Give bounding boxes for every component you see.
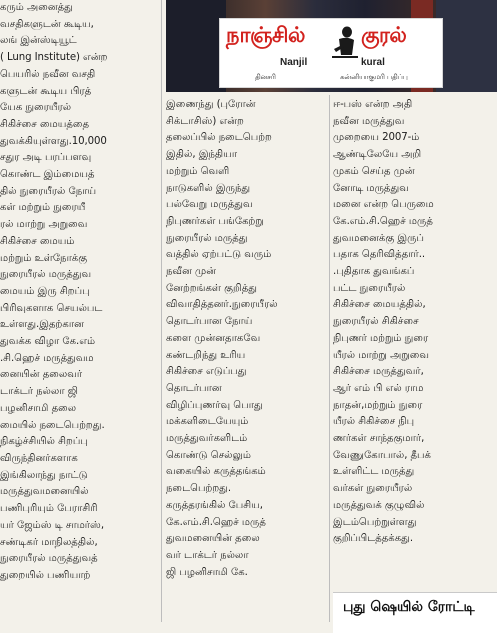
text-line: சிக்டாசிஸ்) என்ற (166, 115, 244, 127)
text-line: மனை என்ற பெருமை (333, 199, 434, 211)
text-line: சிகிச்சை மையத்தை (0, 118, 90, 130)
text-line: நிபுணர்கள் பங்கேற்று (166, 215, 264, 227)
logo-title-left: நாஞ்சில் (226, 23, 305, 47)
text-line: கருத்தரங்கில் பேசிய, (166, 499, 263, 511)
text-line: வர்கள் நுரையீரல் (333, 483, 413, 495)
text-line: வத்தில் ஏற்பட்டு வரும் (166, 249, 272, 261)
text-line: முகம் செய்த முன் (333, 165, 415, 177)
text-line: விருந்தினர்களாக (0, 452, 78, 464)
text-line: னோடி மருத்துவ (333, 182, 409, 194)
text-line: தில் நுரையீரல் நோய் (0, 185, 97, 197)
text-line: நுரையீரல் சிகிச்சை (333, 316, 419, 328)
text-line: நுரையீரல் மருத்துவத் (0, 553, 98, 565)
text-line: மையில் நடைபெற்றது. (0, 419, 105, 431)
logo-title-right: குரல் (361, 23, 407, 47)
text-line: சிகிச்சை மையம் (0, 235, 75, 247)
text-line: பிரிவுகளாக செயல்பட (0, 302, 103, 314)
column-divider (329, 95, 330, 622)
next-article-teaser (333, 592, 497, 633)
text-line: மையம் இரு சிறப்பு (0, 285, 90, 297)
text-line: கள் மற்றும் நுரையீ (0, 202, 86, 214)
text-line: டாக்டர் நல்லா ஜி (0, 386, 78, 398)
text-line: நுரையீரல் மருத்துவ (0, 269, 92, 281)
text-line: துவக்க விழா கே.எம் (0, 336, 96, 348)
text-line: தொடர்பான (166, 382, 222, 394)
text-line: ஆண்டிலேயே அறி (333, 149, 422, 161)
text-line: இடம்பெற்றுள்ளது (333, 516, 417, 528)
text-line: ஜி பழனிசாமி கே. (166, 566, 248, 578)
text-line: நிகழ்ச்சியில் சிறப்பு (0, 436, 88, 448)
text-line: துவமனைக்கு இருப் (333, 232, 424, 244)
text-line: மக்களிடையேயும் (166, 416, 249, 428)
logo-tagline-right: கன்னியாகுமரி பதிப்பு (340, 73, 408, 81)
text-line: ரல் மாற்று அறுவை (0, 219, 88, 231)
text-line: நவீன முன் (166, 266, 216, 278)
text-line: மற்றும் வெளி (166, 165, 230, 177)
text-line: நடைபெற்றது. (166, 483, 232, 495)
text-line: பதாக தெரிவித்தார்.. (333, 249, 425, 261)
text-line: இங்கிலாந்து நாட்டு (0, 469, 88, 481)
text-line: இணைந்து (புரோன் (166, 99, 256, 110)
text-line: ( Lung Institute) என்ற (0, 52, 108, 64)
text-line: நாடுகளில் இருந்து (166, 182, 251, 194)
text-line: பல்வேறு மருத்துவ (166, 199, 253, 211)
text-line: .புதிதாக துவங்கப் (333, 266, 415, 278)
text-line: கொண்டு செல்லும் (166, 449, 251, 461)
text-line: மருத்துவக் குழுவில் (333, 499, 425, 511)
column-divider (161, 0, 162, 622)
text-line: லங் இன்ஸ்டியூட் (0, 35, 77, 47)
text-line: வகையில் கருத்தங்கம் (166, 466, 266, 478)
text-line: கே.எம்.சி.ஹெச் மருத் (166, 516, 266, 528)
writer-figure-icon (330, 25, 360, 61)
text-line: ஆர் எம் பி எல் ராம (333, 382, 424, 394)
text-line: யேக நுரையீரல் (0, 102, 72, 114)
text-line: தலைப்பில் நடைபெற்ற (166, 132, 272, 144)
text-line: உள்ளது.இதற்கான (0, 319, 84, 331)
text-line: விழிப்புணர்வு பொது (166, 399, 263, 411)
text-line: துவமனையின் தலை (166, 533, 260, 545)
text-line: களுடன் கூடிய பிரத் (0, 85, 92, 97)
text-line: னையின் தலைவர் (0, 369, 83, 381)
text-line: சிகிச்சை மருத்துவர், (333, 366, 424, 378)
logo-tagline-left: தினசரி (255, 73, 276, 81)
text-line: நிபுணர் மற்றும் நுரை (333, 332, 429, 344)
text-line: யர் ஜேம்ஸ் டி சாமர்ஸ், (0, 519, 105, 531)
text-line: சிகிச்சை எடுப்பது (166, 366, 247, 378)
text-line: விவாதித்தனர்.நுரையீரல் (166, 299, 278, 311)
text-line: நவீன மருத்துவ (333, 115, 405, 127)
text-line: .சி.ஹெச் மருத்துவம (0, 352, 94, 364)
text-line: ஈ-பஸ் என்ற அதி (333, 99, 413, 110)
masthead-logo (219, 18, 443, 88)
text-line: குறிப்பிடத்தக்கது. (333, 533, 414, 545)
article-column-left (0, 0, 158, 622)
text-line: மற்றும் உள்நோக்கு (0, 252, 88, 264)
text-line: வசதிகளுடன் கூடிய, (0, 18, 94, 30)
text-line: கரும் அனைத்து (0, 2, 73, 13)
text-line: சதுர அடி பரப்பளவு (0, 152, 92, 164)
text-line: மருத்துவர்களிடம் (166, 433, 248, 445)
text-line: களை முன்னதாகவே (166, 332, 261, 344)
logo-english-right: kural (361, 57, 385, 68)
text-line: கொண்ட இம்மையத் (0, 169, 95, 181)
text-line: நாதன்,மற்றும் நுரை (333, 399, 423, 411)
logo-english-left: Nanjil (280, 57, 308, 68)
text-line: பெயரில் நவீன வசதி (0, 68, 96, 80)
text-line: பழனிசாமி தலை (0, 402, 77, 414)
text-line: முறையை 2007-ம் (333, 132, 420, 144)
article-column-middle (166, 97, 326, 622)
text-line: துவக்கியுள்ளது.10,000 (0, 135, 107, 147)
text-line: ணர்கள் சாந்தகுமார், (333, 433, 425, 445)
text-line: பணிபுரியும் பேராசிரி (0, 503, 98, 515)
text-line: தொடர்பான நோய் (166, 316, 253, 328)
article-column-right (333, 97, 493, 622)
next-article-headline: புது ஷெயில் ரோட்டி (343, 599, 475, 615)
text-line: யீரல் சிகிச்சை நிபு (333, 416, 415, 428)
text-line: மருத்துவமனையில் (0, 486, 89, 498)
text-line: உள்ளிட்ட மருத்து (333, 466, 415, 478)
text-line: யீரல் மாற்று அறுவை (333, 349, 430, 361)
text-line: வர் டாக்டர் நல்லா (166, 549, 249, 561)
text-line: னேற்றங்கள் குறித்து (166, 282, 257, 294)
text-line: துறையில் பணியாற் (0, 569, 91, 581)
text-line: நுரையீரல் மருத்து (166, 232, 248, 244)
text-line: பட்ட நுரையீரல் (333, 282, 406, 294)
text-line: இதில், இந்தியா (166, 149, 238, 161)
text-line: கண்டறிந்து உரிய (166, 349, 246, 361)
text-line: சிகிச்சை மையத்தில், (333, 299, 426, 311)
text-line: வேணுகோபால், தீபக் (333, 449, 431, 461)
text-line: சண்டிகர் மாநிலத்தில், (0, 536, 98, 548)
text-line: கே.எம்.சி.ஹெச் மருத் (333, 215, 433, 227)
